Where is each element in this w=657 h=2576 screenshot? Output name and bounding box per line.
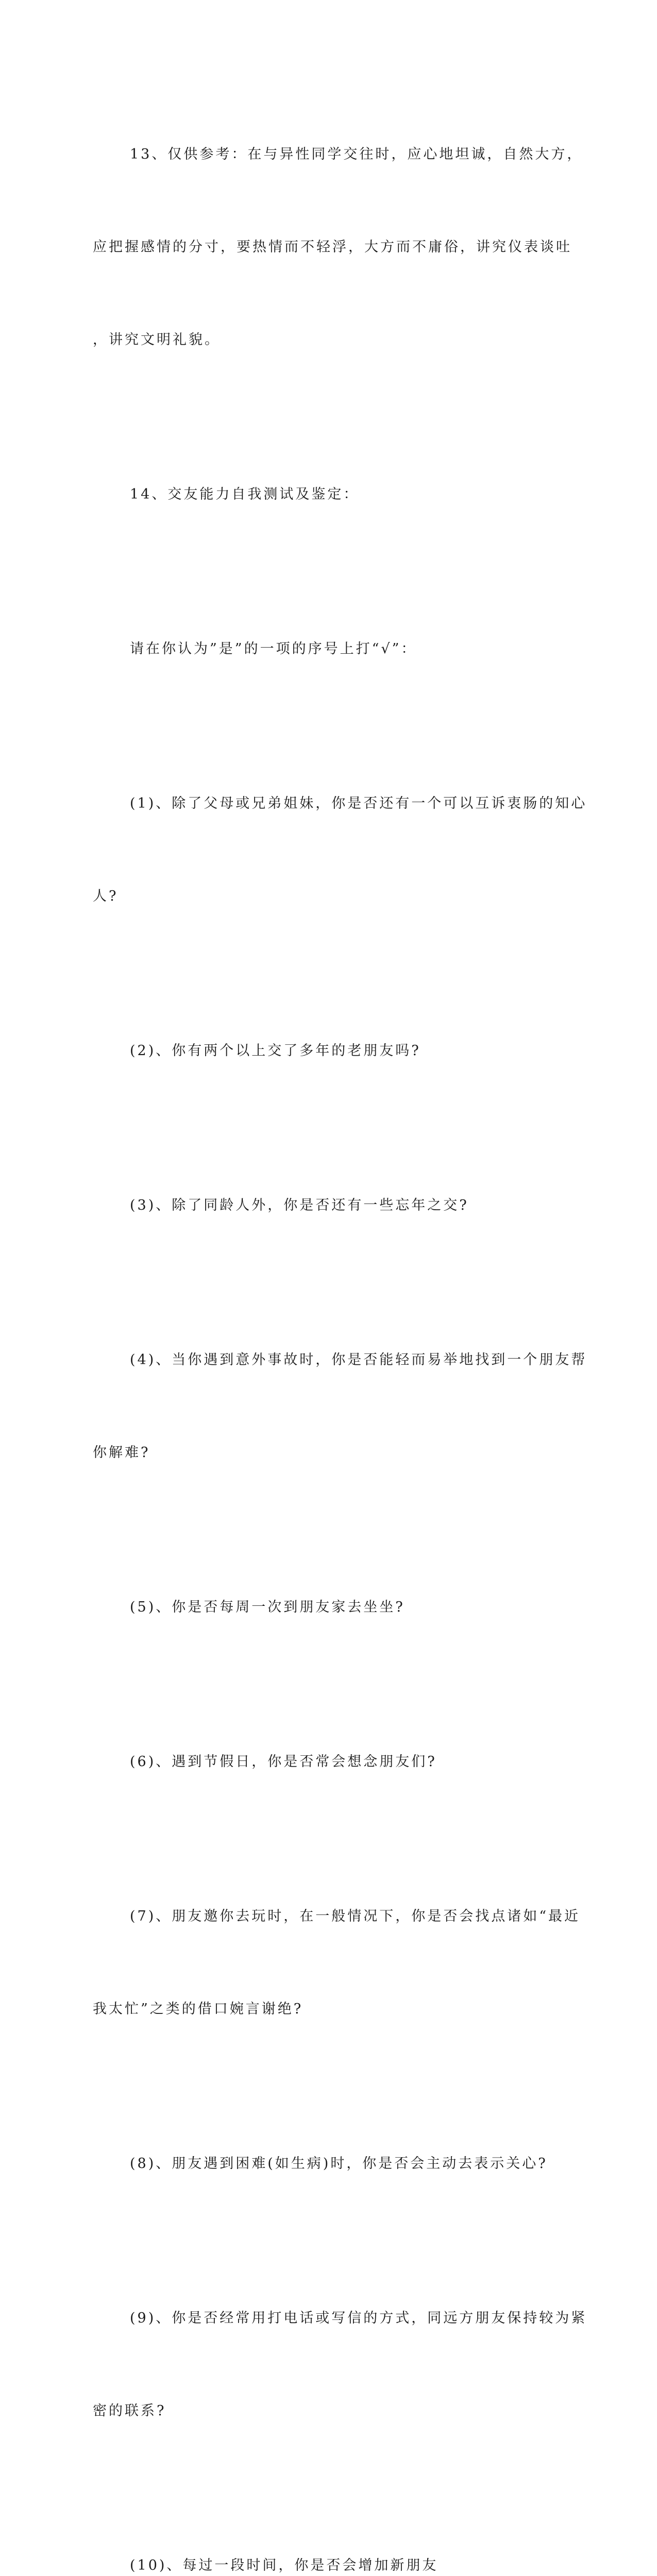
text-line: (6)、遇到节假日，你是否常会想念朋友们? <box>130 1754 437 1770</box>
text-line: (4)、当你遇到意外事故时，你是否能轻而易举地找到一个朋友帮 <box>130 1352 587 1368</box>
text-line: 请在你认为”是”的一项的序号上打“√”： <box>130 641 417 657</box>
text-line: (9)、你是否经常用打电话或写信的方式，同远方朋友保持较为紧 <box>130 2310 587 2326</box>
paragraph-item-14-heading <box>93 417 546 572</box>
text-line: (1)、除了父母或兄弟姐妹，你是否还有一个可以互诉衷肠的知心 <box>130 795 587 811</box>
paragraph-item-13 <box>93 77 583 417</box>
question-9 <box>93 2241 587 2488</box>
text-line: ，讲究文明礼貌。 <box>93 332 221 348</box>
document-body <box>93 77 587 2576</box>
paragraph-instruction <box>93 572 546 726</box>
text-line: (2)、你有两个以上交了多年的老朋友吗? <box>130 1043 421 1059</box>
text-line: 人? <box>93 888 119 904</box>
question-6 <box>93 1685 546 1839</box>
text-line: 13、仅供参考：在与异性同学交往时，应心地坦诚，自然大方， <box>130 146 583 162</box>
question-1 <box>93 726 587 974</box>
text-line: 应把握感情的分寸，要热情而不轻浮，大方而不庸俗，讲究仪表谈吐 <box>93 239 572 255</box>
question-8 <box>93 2087 546 2241</box>
text-line: (8)、朋友遇到困难(如生病)时，你是否会主动去表示关心? <box>130 2156 548 2172</box>
question-4 <box>93 1283 587 1530</box>
text-line: 14、交友能力自我测试及鉴定： <box>130 486 360 502</box>
question-5 <box>93 1530 546 1685</box>
text-line: 我太忙”之类的借口婉言谢绝? <box>93 2001 304 2017</box>
text-line: (5)、你是否每周一次到朋友家去坐坐? <box>130 1599 405 1615</box>
text-line: 密的联系? <box>93 2403 166 2419</box>
text-line: (10)、每过一段时间，你是否会增加新朋友 <box>130 2557 439 2573</box>
text-line: (7)、朋友邀你去玩时，在一般情况下，你是否会找点诸如“最近 <box>130 1908 581 1924</box>
question-2 <box>93 974 546 1128</box>
question-7 <box>93 1839 581 2087</box>
question-10 <box>93 2488 546 2576</box>
text-line: (3)、除了同龄人外，你是否还有一些忘年之交? <box>130 1197 469 1213</box>
text-line: 你解难? <box>93 1445 150 1461</box>
question-3 <box>93 1128 546 1283</box>
